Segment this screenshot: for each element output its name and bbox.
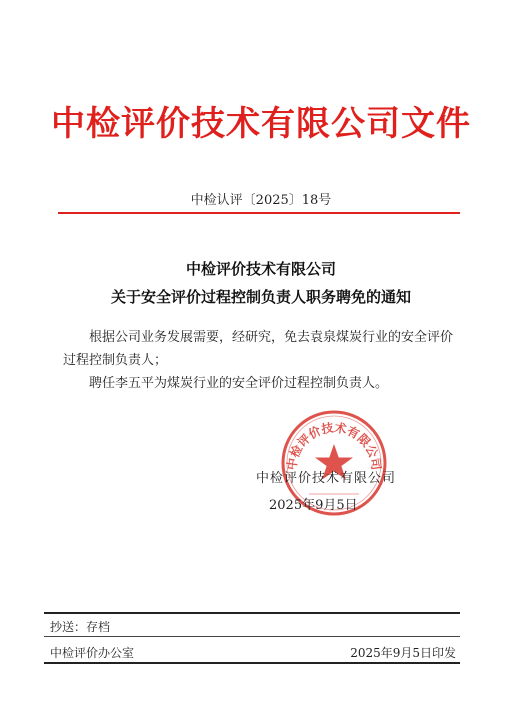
- issuer-name: 中检评价技术有限公司: [256, 471, 397, 486]
- footer-rule-top: [44, 612, 460, 614]
- notice-title-subject: 关于安全评价过程控制负责人职务聘免的通知: [110, 288, 411, 306]
- footer-rule-middle: [44, 636, 460, 637]
- print-date: 2025年9月5日印发: [350, 646, 456, 660]
- red-divider: [58, 212, 460, 214]
- issue-date: 2025年9月5日: [269, 498, 358, 513]
- footer-rule-bottom: [44, 662, 460, 664]
- body-paragraph-appointment: 聘任李五平为煤炭行业的安全评价过程控制负责人。: [89, 376, 389, 391]
- notice-body: [63, 326, 465, 395]
- cc-line: 抄送：存档: [50, 620, 111, 634]
- issuing-office: 中检评价办公室: [50, 646, 135, 660]
- document-number: 中检认评〔2025〕18号: [190, 193, 332, 208]
- org-document-header: 中检评价技术有限公司文件: [51, 104, 471, 144]
- seal-text: 中检评价技术有限公司: [284, 420, 384, 471]
- body-paragraph-dismissal: 根据公司业务发展需要，经研究，免去袁泉煤炭行业的安全评价过程控制负责人；: [63, 330, 454, 368]
- notice-title-company: 中检评价技术有限公司: [185, 260, 336, 278]
